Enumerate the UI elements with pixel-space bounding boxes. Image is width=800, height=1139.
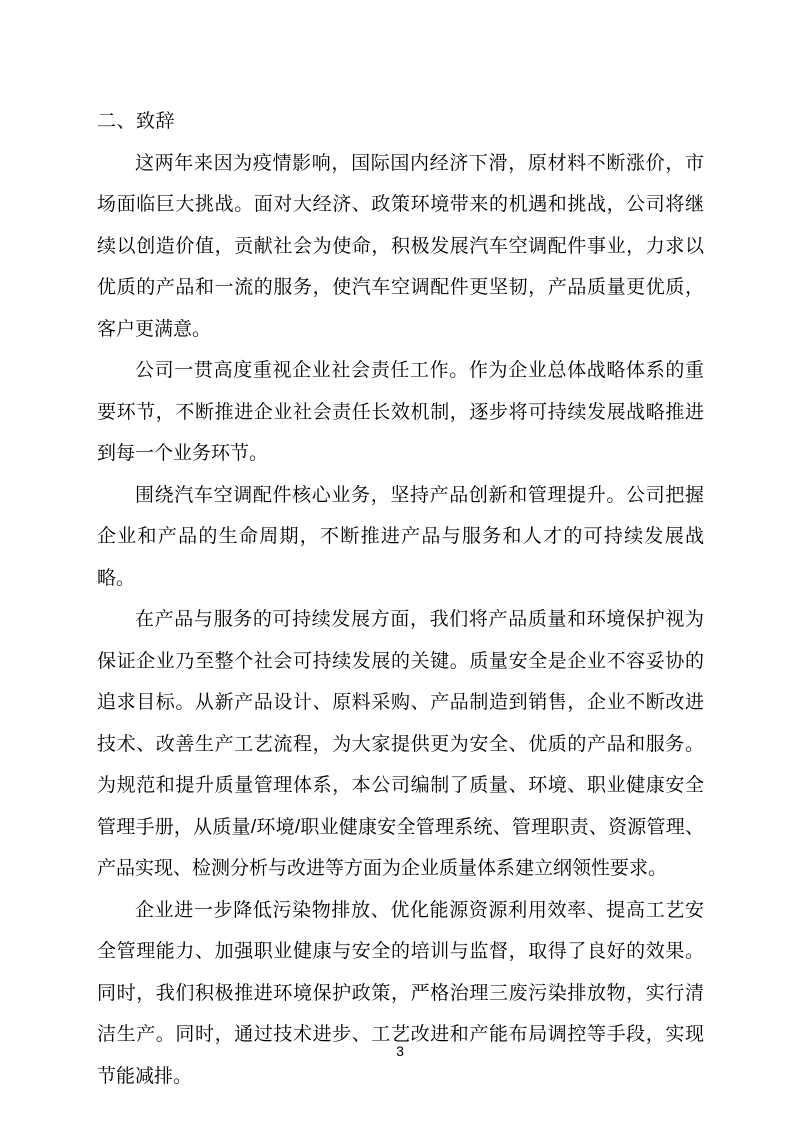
document-body	[97, 101, 704, 1097]
paragraph-pandemic-challenges: 这两年来因为疫情影响，国际国内经济下滑，原材料不断涨价，市场面临巨大挑战。面对大经济、政策环境带来的机遇和挑战，公司将继续以创造价值，贡献社会为使命，积极发展汽车空调配件事业，力求以优质的产品和一流的服务，使汽车空调配件更坚韧，产品质量更优质，客户更满意。	[97, 152, 704, 340]
page-number: 3	[396, 1043, 404, 1059]
paragraph-social-responsibility: 公司一贯高度重视企业社会责任工作。作为企业总体战略体系的重要环节，不断推进企业社会责任长效机制，逐步将可持续发展战略推进到每一个业务环节。	[97, 360, 704, 464]
paragraph-environment-energy: 企业进一步降低污染物排放、优化能源资源利用效率、提高工艺安全管理能力、加强职业健康与安全的培训与监督，取得了良好的效果。同时，我们积极推进环境保护政策，严格治理三废污染排放物，实行清洁生产。同时，通过技术进步、工艺改进和产能布局调控等手段，实现节能减排。	[97, 899, 704, 1087]
paragraph-quality-management: 在产品与服务的可持续发展方面，我们将产品质量和环境保护视为保证企业乃至整个社会可持续发展的关键。质量安全是企业不容妥协的追求目标。从新产品设计、原料采购、产品制造到销售，企业不断改进技术、改善生产工艺流程，为大家提供更为安全、优质的产品和服务。为规范和提升质量管理体系，本公司编制了质量、环境、职业健康安全管理手册，从质量/环境/职业健康安全管理系统、管理职责、资源管理、产品实现、检测分析与改进等方面为企业质量体系建立纲领性要求。	[97, 609, 704, 879]
paragraph-core-business: 围绕汽车空调配件核心业务，坚持产品创新和管理提升。公司把握企业和产品的生命周期，不断推进产品与服务和人才的可持续发展战略。	[97, 484, 704, 589]
section-heading: 二、致辞	[97, 111, 176, 132]
